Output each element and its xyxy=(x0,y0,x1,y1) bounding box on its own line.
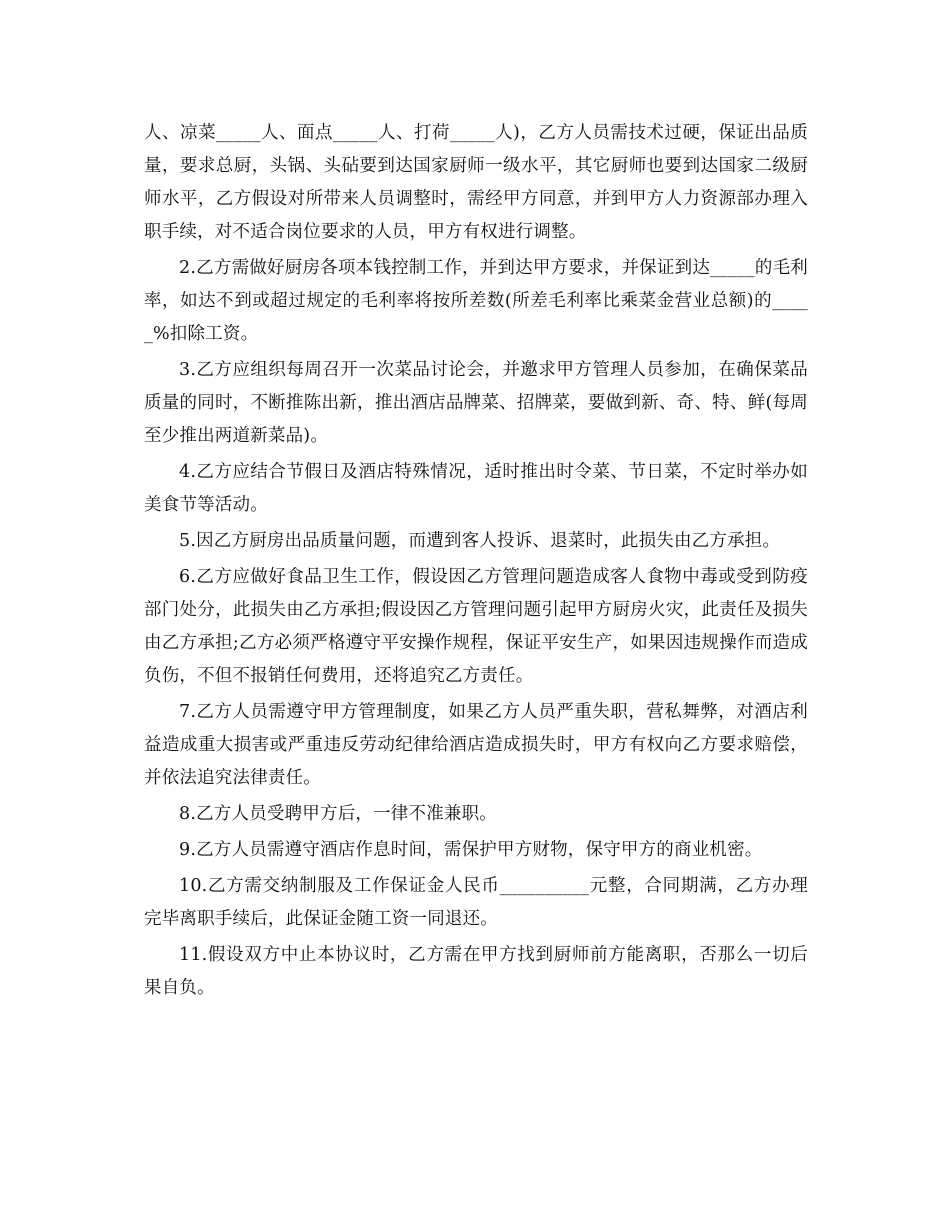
paragraph-clause-9: 9.乙方人员需遵守酒店作息时间，需保护甲方财物，保守甲方的商业机密。 xyxy=(179,840,763,860)
paragraph-clause-6: 6.乙方应做好食品卫生工作，假设因乙方管理问题造成客人食物中毒或受到防疫部门处分，此损失由乙方承担;假设因乙方管理问题引起甲方厨房火灾，此责任及损失由乙方承担;乙方必须严格遵守平安操作规程，保证平安生产，如果因违规操作而造成负伤，不但不报销任何费用，还将追究乙方责任。 xyxy=(144,567,808,686)
paragraph-clause-11: 11.假设双方中止本协议时，乙方需在甲方找到厨师前方能离职，否那么一切后果自负。 xyxy=(144,945,808,998)
paragraph-clause-3: 3.乙方应组织每周召开一次菜品讨论会，并邀求甲方管理人员参加，在确保菜品质量的同时，不断推陈出新，推出酒店品牌菜、招牌菜，要做到新、奇、特、鲜(每周至少推出两道新菜品)。 xyxy=(144,360,808,446)
paragraph-clause-2: 2.乙方需做好厨房各项本钱控制工作，并到达甲方要求，并保证到达_____的毛利率，如达不到或超过规定的毛利率将按所差数(所差毛利率比乘菜金营业总额)的_____%扣除工资。 xyxy=(144,258,808,344)
paragraph-clause-8: 8.乙方人员受聘甲方后，一律不准兼职。 xyxy=(179,804,497,824)
paragraph-clause-5: 5.因乙方厨房出品质量问题，而遭到客人投诉、退菜时，此损失由乙方承担。 xyxy=(179,531,781,551)
paragraph-clause-10: 10.乙方需交纳制服及工作保证金人民币__________元整，合同期满，乙方办理完毕离职手续后，此保证金随工资一同退还。 xyxy=(144,876,808,929)
contract-body xyxy=(144,117,808,1008)
paragraph-staff-requirements: 人、凉菜_____人、面点_____人、打荷_____人)，乙方人员需技术过硬，保证出品质量，要求总厨，头锅、头砧要到达国家厨师一级水平，其它厨师也要到达国家二级厨师水平，乙方假设对所带来人员调整时，需经甲方同意，并到甲方人力资源部办理入职手续，对不适合岗位要求的人员，甲方有权进行调整。 xyxy=(144,123,808,242)
paragraph-clause-4: 4.乙方应结合节假日及酒店特殊情况，适时推出时令菜、节日菜，不定时举办如美食节等活动。 xyxy=(144,462,808,515)
paragraph-clause-7: 7.乙方人员需遵守甲方管理制度，如果乙方人员严重失职，营私舞弊，对酒店利益造成重大损害或严重违反劳动纪律给酒店造成损失时，甲方有权向乙方要求赔偿，并依法追究法律责任。 xyxy=(144,702,808,788)
